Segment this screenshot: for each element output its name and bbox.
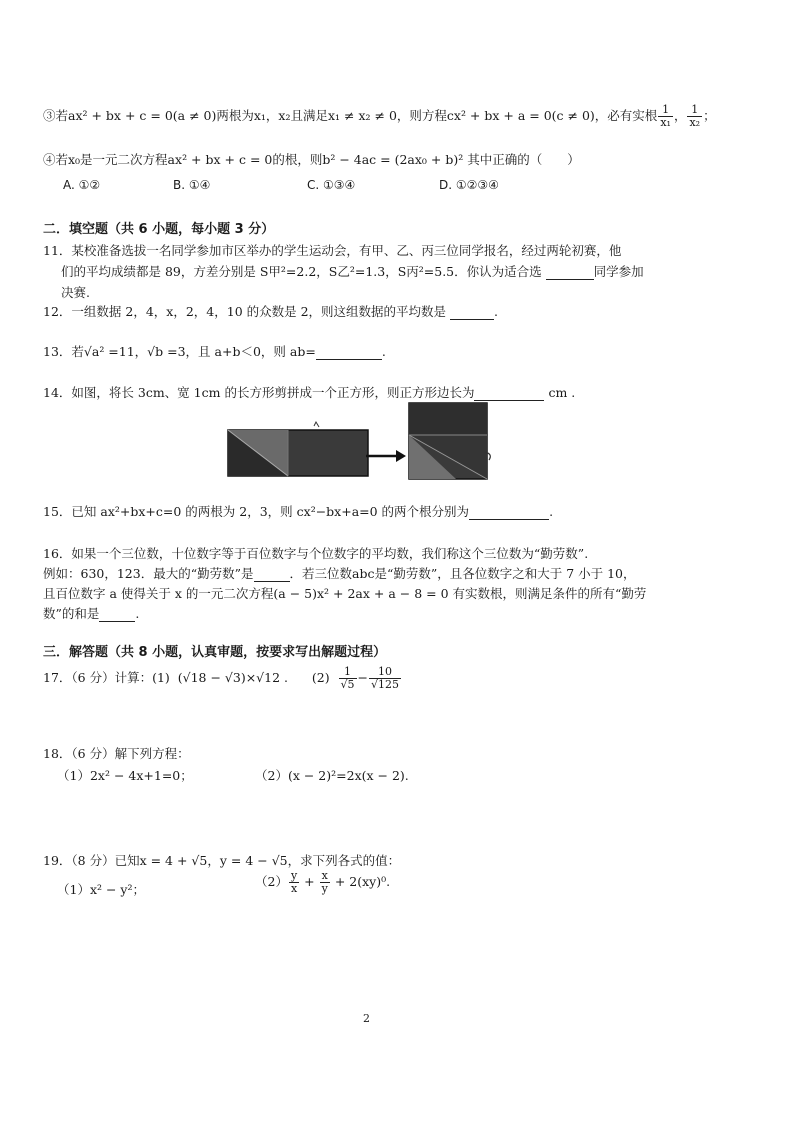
option-a: A. ①② — [63, 178, 101, 192]
page-number: 2 — [363, 1012, 370, 1025]
question-13: 13．若√a² =11，√b =3，且 a+b＜0，则 ab= . — [43, 344, 386, 359]
question-19-part-1: （1）x² − y²； — [57, 882, 146, 897]
question-14: 14．如图，将长 3cm、宽 1cm 的长方形剪拼成一个正方形，则正方形边长为 cm . — [43, 385, 576, 400]
q17-expression-1: (√18 − √3)×√12 . — [177, 670, 289, 685]
section-3-title: 三．解答题（共 8 小题，认真审题，按要求写出解题过程） — [43, 645, 387, 660]
question-12: 12．一组数据 2，4，x，2，4，10 的众数是 2，则这组数据的平均数是 . — [43, 304, 499, 319]
answer-blank[interactable] — [469, 507, 549, 520]
square-figure — [409, 403, 490, 479]
question-18-part-2: （2）(x − 2)²=2x(x − 2). — [255, 768, 409, 783]
question-19: 19．（8 分）已知x = 4 + √5，y = 4 − √5，求下列各式的值： — [43, 853, 401, 868]
fraction-1-over-sqrt5: $\frac{1}{√5}$ — [340, 665, 355, 691]
question-16-line-3: 且百位数字 a 使得关于 x 的一元二次方程(a − 5)x² + 2ax + a − 8 = 0 有实数根，则满足条件的所有“勤劳 — [43, 586, 647, 601]
question-3: ③若ax² + bx + c = 0(a ≠ 0)两根为x₁，x₂且满足x₁ ≠ x₂ ≠ 0，则方程cx² + bx + a = 0(c ≠ 0)，必有实根 $\frac{1}{\text{x₁}}$ ， $\frac{1}{\text{x₂}}$ ； — [43, 103, 716, 129]
rectangle-figure — [228, 422, 368, 476]
question-3-text: ③若ax² + bx + c = 0(a ≠ 0)两根为x₁，x₂且满足x₁ ≠ x₂ ≠ 0，则方程cx² + bx + a = 0(c ≠ 0)，必有实根 — [43, 108, 658, 123]
question-18: 18．（6 分）解下列方程： — [43, 746, 190, 761]
fraction-1-over-x2: $\frac{1}{\text{x₂}}$ — [689, 103, 701, 129]
section-2-title: 二．填空题（共 6 小题，每小题 3 分） — [43, 222, 275, 237]
answer-blank[interactable] — [450, 307, 494, 320]
question-16-line-1: 16．如果一个三位数，十位数字等于百位数字与个位数字的平均数，我们称这个三位数为“勤劳数”. — [43, 546, 589, 561]
option-b: B. ①④ — [173, 178, 211, 192]
option-d: D. ①②③④ — [439, 178, 499, 192]
question-15: 15．已知 ax²+bx+c=0 的两根为 2，3，则 cx²−bx+a=0 的两个根分别为 . — [43, 504, 554, 519]
question-17: 17．（6 分）计算：(1) (√18 − √3)×√12 . (2) $\frac{1}{√5}$ − $\frac{10}{√125}$ — [43, 665, 400, 691]
question-4: ④若x₀是一元二次方程ax² + bx + c = 0的根，则b² − 4ac = (2ax₀ + b)² 其中正确的（ ） — [43, 152, 580, 167]
arrow-icon — [366, 450, 406, 462]
question-11-line-3: 决赛. — [61, 285, 90, 300]
rectangle-to-square-figure — [226, 400, 498, 482]
question-18-part-1: （1）2x² − 4x+1=0； — [57, 768, 193, 783]
fraction-y-over-x: $\frac{y}{x}$ — [290, 869, 298, 895]
question-11-line-1: 11．某校准备选拔一名同学参加市区举办的学生运动会，有甲、乙、丙三位同学报名，经过两轮初赛，他 — [43, 243, 622, 258]
answer-blank[interactable] — [254, 569, 290, 582]
fraction-10-over-sqrt125: $\frac{10}{√125}$ — [371, 665, 400, 691]
question-11-line-2: 们的平均成绩都是 89，方差分别是 S甲²=2.2，S乙²=1.3，S丙²=5.5．你认为适合选 同学参加 — [61, 264, 644, 279]
question-16-line-2: 例如：630，123．最大的“勤劳数”是 ．若三位数abc是“勤劳数”，且各位数字之和大于 7 小于 10， — [43, 566, 636, 581]
fraction-x-over-y: $\frac{x}{y}$ — [321, 869, 328, 895]
option-c: C. ①③④ — [307, 178, 356, 192]
question-16-line-4: 数”的和是 . — [43, 606, 140, 621]
answer-blank[interactable] — [99, 609, 135, 622]
answer-blank[interactable] — [316, 347, 382, 360]
question-19-part-2: （2） $\frac{y}{x}$ + $\frac{x}{y}$ + 2(xy)⁰. — [255, 869, 391, 895]
answer-blank[interactable] — [546, 267, 594, 280]
fraction-1-over-x1: $\frac{1}{\text{x₁}}$ — [660, 103, 671, 129]
